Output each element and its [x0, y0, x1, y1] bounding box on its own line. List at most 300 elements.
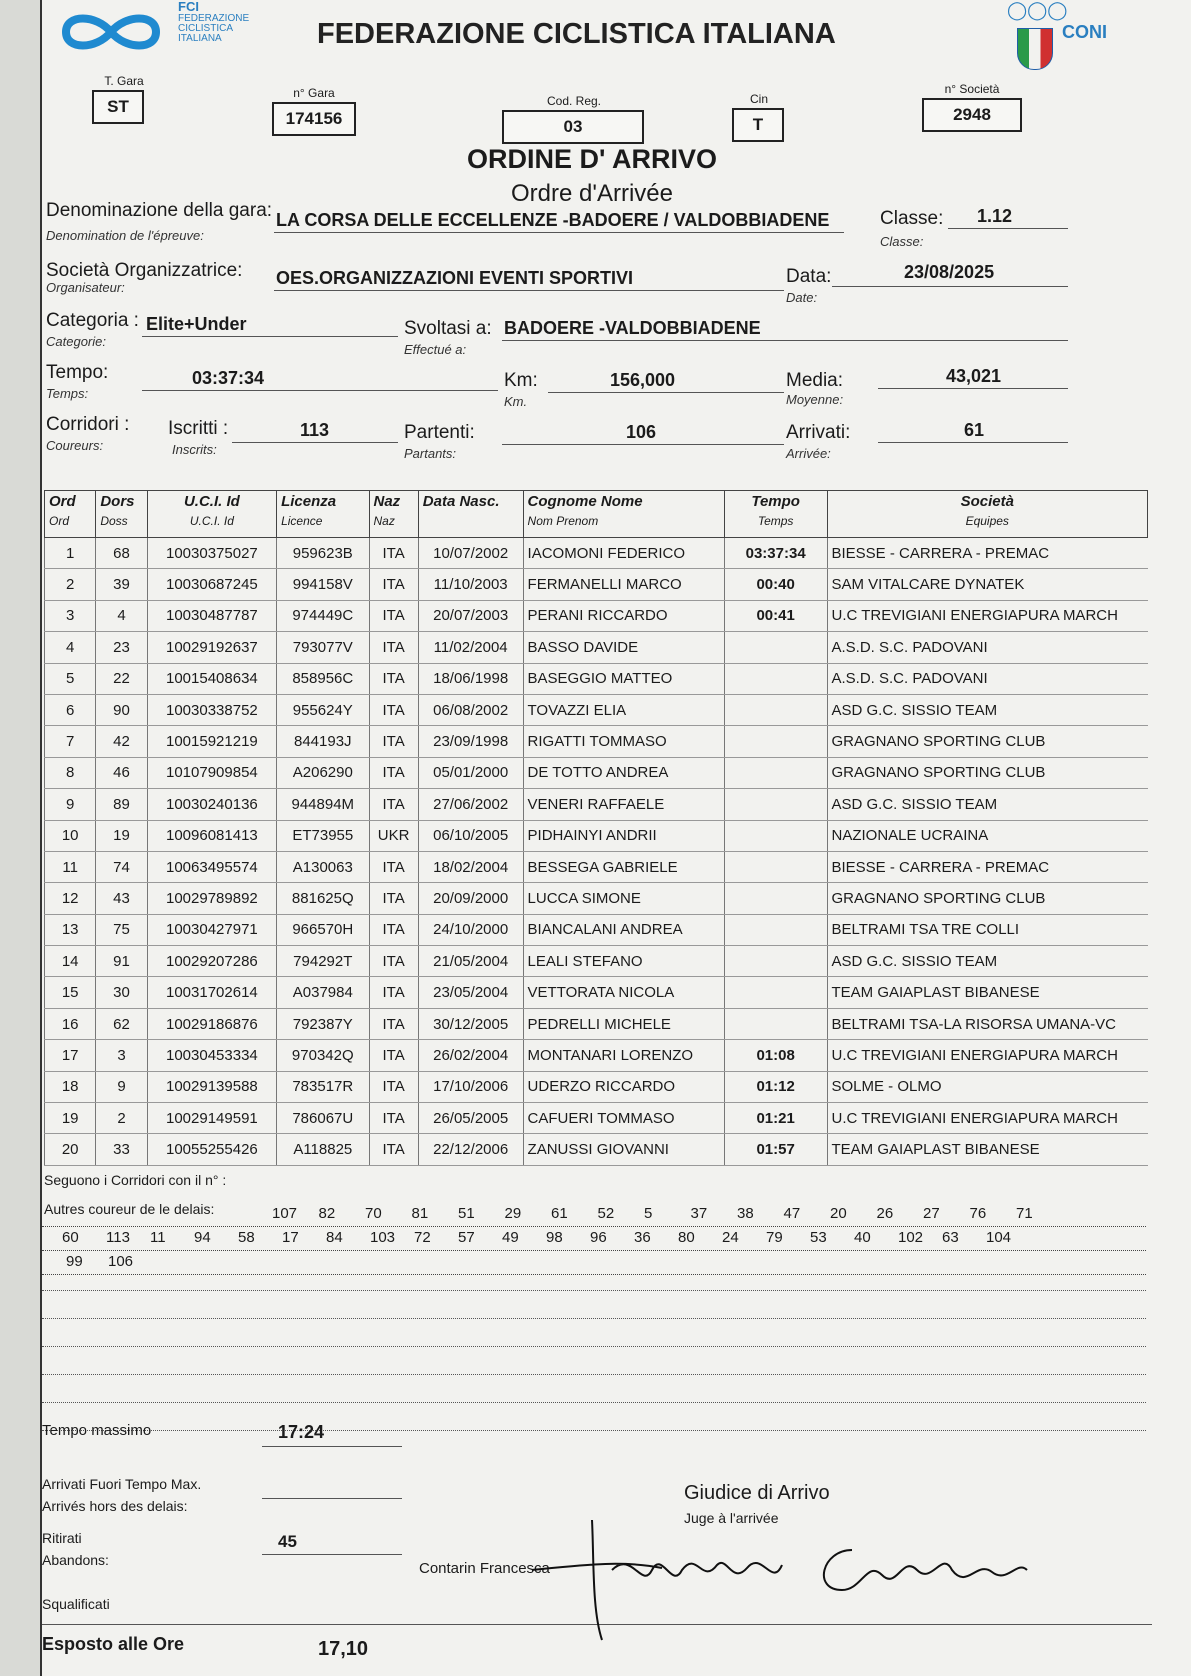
cell-name: VETTORATA NICOLA — [523, 977, 724, 1008]
cell-team: SOLME - OLMO — [827, 1071, 1148, 1102]
following-label: Seguono i Corridori con il n° : — [44, 1172, 227, 1188]
cell-ord: 1 — [45, 538, 96, 569]
cell-time — [724, 694, 827, 725]
federation-title: FEDERAZIONE CICLISTICA ITALIANA — [317, 18, 836, 50]
cell-birth-date: 18/02/2004 — [418, 851, 523, 882]
race-name-label: Denominazione della gara: — [46, 200, 273, 221]
cell-ord: 9 — [45, 789, 96, 820]
cell-name: VENERI RAFFAELE — [523, 789, 724, 820]
disqualified-label: Squalificati — [42, 1596, 110, 1612]
cell-birth-date: 24/10/2000 — [418, 914, 523, 945]
cell-ord: 19 — [45, 1103, 96, 1134]
cell-dors: 2 — [96, 1103, 147, 1134]
starters-value: 106 — [626, 422, 657, 442]
cell-licence: 792387Y — [277, 1008, 369, 1039]
cell-team: GRAGNANO SPORTING CLUB — [827, 757, 1148, 788]
cell-birth-date: 20/09/2000 — [418, 883, 523, 914]
cell-uci-id: 10030453334 — [147, 1040, 276, 1071]
col-ord: Ord Ord — [45, 491, 96, 538]
cell-naz: UKR — [369, 820, 418, 851]
cell-uci-id: 10030338752 — [147, 694, 276, 725]
held-at-sublabel: Effectué a: — [404, 342, 467, 357]
cell-birth-date: 11/10/2003 — [418, 569, 523, 600]
cell-team: ASD G.C. SISSIO TEAM — [827, 789, 1148, 820]
judge-sublabel: Juge à l'arrivée — [684, 1510, 779, 1526]
region-code-label: Cod. Reg. — [546, 94, 602, 108]
society-number-label: n° Società — [944, 82, 1000, 96]
cell-naz: ITA — [369, 1040, 418, 1071]
arrived-value: 61 — [964, 420, 985, 440]
cell-dors: 42 — [96, 726, 147, 757]
organizer-label: Società Organizzatrice: — [46, 260, 243, 281]
cell-uci-id: 10030487787 — [147, 600, 276, 631]
max-time-label: Tempo massimo — [42, 1422, 152, 1439]
cell-time — [724, 789, 827, 820]
fci-logo-text: FCI FEDERAZIONE CICLISTICA ITALIANA — [178, 0, 250, 44]
col-birth-date: Data Nasc. — [418, 491, 523, 538]
col-time: Tempo Temps — [724, 491, 827, 538]
society-number-box: 2948 — [922, 98, 1022, 132]
race-name-sublabel: Denomination de l'épreuve: — [46, 228, 204, 243]
rider-number: 103 — [370, 1229, 396, 1246]
cell-name: LEALI STEFANO — [523, 946, 724, 977]
cell-name: MONTANARI LORENZO — [523, 1040, 724, 1071]
document-title: ORDINE D' ARRIVO — [467, 144, 717, 174]
rider-number: 24 — [722, 1229, 739, 1246]
table-row — [45, 883, 1148, 914]
cell-team: BELTRAMI TSA-LA RISORSA UMANA-VC — [827, 1008, 1148, 1039]
rider-number: 76 — [969, 1205, 987, 1222]
rider-number: 79 — [766, 1229, 783, 1246]
cell-uci-id: 10029149591 — [147, 1103, 276, 1134]
cell-time — [724, 1008, 827, 1039]
cell-team: BIESSE - CARRERA - PREMAC — [827, 538, 1148, 569]
table-row — [45, 663, 1148, 694]
cell-name: FERMANELLI MARCO — [523, 569, 724, 600]
category-value: Elite+Under — [146, 314, 247, 334]
cell-team: GRAGNANO SPORTING CLUB — [827, 726, 1148, 757]
average-sublabel: Moyenne: — [786, 392, 844, 407]
cell-ord: 16 — [45, 1008, 96, 1039]
cell-birth-date: 17/10/2006 — [418, 1071, 523, 1102]
cell-ord: 2 — [45, 569, 96, 600]
rider-number: 17 — [282, 1229, 299, 1246]
cell-dors: 19 — [96, 820, 147, 851]
race-name-value: LA CORSA DELLE ECCELLENZE -BADOERE / VALDOBBIADENE — [276, 210, 830, 230]
average-value: 43,021 — [946, 366, 1002, 386]
cell-birth-date: 27/06/2002 — [418, 789, 523, 820]
col-dors: Dors Doss — [96, 491, 147, 538]
table-row — [45, 569, 1148, 600]
table-row — [45, 1103, 1148, 1134]
class-value: 1.12 — [977, 206, 1013, 226]
cell-team: U.C TREVIGIANI ENERGIAPURA MARCH — [827, 600, 1148, 631]
time-value: 03:37:34 — [192, 368, 265, 388]
table-row — [45, 1134, 1148, 1165]
cell-birth-date: 06/08/2002 — [418, 694, 523, 725]
riders-sublabel: Coureurs: — [46, 438, 104, 453]
cell-birth-date: 18/06/1998 — [418, 663, 523, 694]
cell-ord: 6 — [45, 694, 96, 725]
cell-ord: 11 — [45, 851, 96, 882]
organizer-sublabel: Organisateur: — [46, 280, 125, 295]
results-table — [44, 490, 1148, 1166]
cell-licence: 786067U — [277, 1103, 369, 1134]
coni-shield-icon — [1017, 28, 1053, 70]
cell-dors: 75 — [96, 914, 147, 945]
following-sublabel: Autres coureur de le delais: — [44, 1201, 215, 1217]
rider-number: 60 — [62, 1229, 79, 1246]
rider-number: 57 — [458, 1229, 475, 1246]
cell-uci-id: 10030240136 — [147, 789, 276, 820]
rider-number: 27 — [923, 1205, 940, 1222]
cell-licence: 783517R — [277, 1071, 369, 1102]
rider-number: 58 — [238, 1229, 255, 1246]
cell-time — [724, 820, 827, 851]
cell-time: 01:08 — [724, 1040, 827, 1071]
cell-time — [724, 757, 827, 788]
rider-number: 113 — [106, 1229, 130, 1246]
time-label: Tempo: — [46, 362, 109, 383]
rider-number: 104 — [986, 1229, 1012, 1246]
cell-uci-id: 10031702614 — [147, 977, 276, 1008]
cell-naz: ITA — [369, 600, 418, 631]
cell-team: TEAM GAIAPLAST BIBANESE — [827, 977, 1148, 1008]
rider-number: 38 — [737, 1205, 754, 1222]
cell-birth-date: 22/12/2006 — [418, 1134, 523, 1165]
cell-uci-id: 10015408634 — [147, 663, 276, 694]
cell-time — [724, 632, 827, 663]
cell-licence: 994158V — [277, 569, 369, 600]
posted-at-value: 17,10 — [318, 1638, 369, 1660]
cin-box: T — [732, 108, 784, 142]
cell-naz: ITA — [369, 851, 418, 882]
following-row — [42, 1226, 1146, 1251]
cell-naz: ITA — [369, 757, 418, 788]
cell-licence: 858956C — [277, 663, 369, 694]
cell-ord: 4 — [45, 632, 96, 663]
following-row — [42, 1250, 1146, 1275]
held-at-value: BADOERE -VALDOBBIADENE — [504, 318, 761, 338]
cell-dors: 4 — [96, 600, 147, 631]
cell-time: 01:21 — [724, 1103, 827, 1134]
cell-naz: ITA — [369, 663, 418, 694]
cell-team: GRAGNANO SPORTING CLUB — [827, 883, 1148, 914]
riders-label: Corridori : — [46, 414, 130, 435]
cell-birth-date: 05/01/2000 — [418, 757, 523, 788]
cell-dors: 62 — [96, 1008, 147, 1039]
cell-birth-date: 21/05/2004 — [418, 946, 523, 977]
cell-licence: 944894M — [277, 789, 369, 820]
cell-dors: 23 — [96, 632, 147, 663]
cell-team: U.C TREVIGIANI ENERGIAPURA MARCH — [827, 1103, 1148, 1134]
cell-time — [724, 977, 827, 1008]
rider-number: 102 — [898, 1229, 924, 1246]
cell-licence: 974449C — [277, 600, 369, 631]
table-row — [45, 1008, 1148, 1039]
rider-number: 53 — [810, 1229, 827, 1246]
entered-label: Iscritti : — [168, 418, 229, 439]
cell-uci-id: 10107909854 — [147, 757, 276, 788]
col-team: Società Equipes — [827, 491, 1148, 538]
cell-ord: 5 — [45, 663, 96, 694]
rider-number: 98 — [546, 1229, 563, 1246]
arrived-label: Arrivati: — [786, 422, 851, 443]
table-row — [45, 726, 1148, 757]
km-label: Km: — [504, 370, 538, 391]
col-uci-id: U.C.I. Id U.C.I. Id — [147, 491, 276, 538]
cell-licence: 970342Q — [277, 1040, 369, 1071]
cell-naz: ITA — [369, 977, 418, 1008]
cell-team: ASD G.C. SISSIO TEAM — [827, 694, 1148, 725]
arrived-sublabel: Arrivée: — [786, 446, 831, 461]
entered-sublabel: Inscrits: — [172, 442, 217, 457]
rider-number: 71 — [1016, 1205, 1033, 1222]
cell-time — [724, 726, 827, 757]
cell-uci-id: 10029192637 — [147, 632, 276, 663]
cell-dors: 30 — [96, 977, 147, 1008]
rider-number: 82 — [318, 1205, 336, 1222]
cell-uci-id: 10055255426 — [147, 1134, 276, 1165]
rider-number: 52 — [597, 1205, 615, 1222]
table-row — [45, 789, 1148, 820]
cell-licence: 955624Y — [277, 694, 369, 725]
cell-naz: ITA — [369, 1071, 418, 1102]
cell-naz: ITA — [369, 538, 418, 569]
table-row — [45, 851, 1148, 882]
cell-team: ASD G.C. SISSIO TEAM — [827, 946, 1148, 977]
cell-ord: 18 — [45, 1071, 96, 1102]
cell-time — [724, 663, 827, 694]
cell-uci-id: 10030427971 — [147, 914, 276, 945]
cell-naz: ITA — [369, 789, 418, 820]
cell-birth-date: 20/07/2003 — [418, 600, 523, 631]
cell-dors: 90 — [96, 694, 147, 725]
cell-name: BASSO DAVIDE — [523, 632, 724, 663]
cell-uci-id: 10063495574 — [147, 851, 276, 882]
table-row — [45, 977, 1148, 1008]
rider-number: 37 — [690, 1205, 708, 1222]
date-label: Data: — [786, 266, 832, 287]
rider-number: 20 — [830, 1205, 847, 1222]
class-label: Classe: — [880, 208, 944, 229]
category-sublabel: Categorie: — [46, 334, 106, 349]
cell-name: BIANCALANI ANDREA — [523, 914, 724, 945]
cell-birth-date: 26/02/2004 — [418, 1040, 523, 1071]
cell-licence: A206290 — [277, 757, 369, 788]
cell-ord: 15 — [45, 977, 96, 1008]
out-of-time-sublabel: Arrivés hors des delais: — [42, 1498, 188, 1514]
posted-at-label: Esposto alle Ore — [42, 1634, 185, 1654]
rider-number: 70 — [365, 1205, 382, 1222]
organizer-value: OES.ORGANIZZAZIONI EVENTI SPORTIVI — [276, 268, 634, 288]
rider-number: 51 — [458, 1205, 475, 1222]
cell-time: 01:57 — [724, 1134, 827, 1165]
km-sublabel: Km. — [504, 394, 528, 409]
cell-uci-id: 10030375027 — [147, 538, 276, 569]
cell-dors: 91 — [96, 946, 147, 977]
cell-team: TEAM GAIAPLAST BIBANESE — [827, 1134, 1148, 1165]
rider-number: 63 — [942, 1229, 959, 1246]
cell-birth-date: 30/12/2005 — [418, 1008, 523, 1039]
max-time-value: 17:24 — [278, 1422, 325, 1442]
cell-uci-id: 10029207286 — [147, 946, 276, 977]
rider-number: 106 — [108, 1253, 134, 1270]
cell-licence: A118825 — [277, 1134, 369, 1165]
cell-licence: 844193J — [277, 726, 369, 757]
table-row — [45, 600, 1148, 631]
olympic-rings-icon: ◯◯◯ — [1007, 0, 1068, 20]
rider-number: 5 — [644, 1205, 653, 1222]
cell-name: CAFUERI TOMMASO — [523, 1103, 724, 1134]
cell-time: 01:12 — [724, 1071, 827, 1102]
cell-dors: 43 — [96, 883, 147, 914]
rider-number: 40 — [854, 1229, 871, 1246]
cell-ord: 8 — [45, 757, 96, 788]
date-value: 23/08/2025 — [904, 262, 995, 282]
col-licence: Licenza Licence — [277, 491, 369, 538]
cell-time: 00:41 — [724, 600, 827, 631]
table-row — [45, 632, 1148, 663]
cell-ord: 3 — [45, 600, 96, 631]
cell-name: TOVAZZI ELIA — [523, 694, 724, 725]
rider-number: 47 — [783, 1205, 801, 1222]
cell-uci-id: 10029186876 — [147, 1008, 276, 1039]
rider-number: 99 — [66, 1253, 83, 1270]
cell-birth-date: 11/02/2004 — [418, 632, 523, 663]
rider-number: 72 — [414, 1229, 431, 1246]
race-type-label: T. Gara — [104, 74, 144, 88]
cell-name: IACOMONI FEDERICO — [523, 538, 724, 569]
withdrawn-value: 45 — [278, 1532, 297, 1551]
rider-number: 81 — [411, 1205, 429, 1222]
table-row — [45, 757, 1148, 788]
cell-time — [724, 883, 827, 914]
cell-name: PIDHAINYI ANDRII — [523, 820, 724, 851]
cell-naz: ITA — [369, 883, 418, 914]
cell-team: BIESSE - CARRERA - PREMAC — [827, 851, 1148, 882]
cell-uci-id: 10029139588 — [147, 1071, 276, 1102]
class-sublabel: Classe: — [880, 234, 924, 249]
average-label: Media: — [786, 370, 844, 391]
cell-naz: ITA — [369, 1134, 418, 1165]
cell-name: ZANUSSI GIOVANNI — [523, 1134, 724, 1165]
signature-icon — [522, 1510, 1042, 1650]
cell-naz: ITA — [369, 946, 418, 977]
judge-name: Contarin Francesca — [419, 1560, 550, 1577]
cell-licence: ET73955 — [277, 820, 369, 851]
cell-licence: A130063 — [277, 851, 369, 882]
cin-label: Cin — [749, 92, 768, 106]
table-row — [45, 820, 1148, 851]
cell-time: 00:40 — [724, 569, 827, 600]
cell-dors: 74 — [96, 851, 147, 882]
document-subtitle: Ordre d'Arrivée — [511, 180, 673, 207]
cell-naz: ITA — [369, 914, 418, 945]
time-sublabel: Temps: — [46, 386, 89, 401]
rider-number: 36 — [634, 1229, 651, 1246]
cell-dors: 46 — [96, 757, 147, 788]
cell-dors: 22 — [96, 663, 147, 694]
cell-team: SAM VITALCARE DYNATEK — [827, 569, 1148, 600]
cell-ord: 7 — [45, 726, 96, 757]
rider-number: 96 — [590, 1229, 607, 1246]
table-row — [45, 1040, 1148, 1071]
cell-uci-id: 10015921219 — [147, 726, 276, 757]
cell-birth-date: 10/07/2002 — [418, 538, 523, 569]
cell-name: DE TOTTO ANDREA — [523, 757, 724, 788]
cell-licence: 966570H — [277, 914, 369, 945]
cell-licence: 793077V — [277, 632, 369, 663]
cell-dors: 9 — [96, 1071, 147, 1102]
arrival-order-sheet — [40, 0, 1191, 1676]
cell-team: BELTRAMI TSA TRE COLLI — [827, 914, 1148, 945]
cell-ord: 13 — [45, 914, 96, 945]
cell-licence: 959623B — [277, 538, 369, 569]
cell-name: RIGATTI TOMMASO — [523, 726, 724, 757]
judge-label: Giudice di Arrivo — [684, 1482, 830, 1504]
out-of-time-label: Arrivati Fuori Tempo Max. — [42, 1476, 202, 1492]
cell-time: 03:37:34 — [724, 538, 827, 569]
rider-number: 11 — [150, 1229, 166, 1246]
rider-number: 61 — [551, 1205, 568, 1222]
cell-licence: A037984 — [277, 977, 369, 1008]
cell-team: U.C TREVIGIANI ENERGIAPURA MARCH — [827, 1040, 1148, 1071]
race-type-box: ST — [92, 90, 144, 124]
cell-licence: 794292T — [277, 946, 369, 977]
rider-number: 80 — [678, 1229, 695, 1246]
table-row — [45, 946, 1148, 977]
region-code-box: 03 — [502, 110, 644, 144]
cell-uci-id: 10030687245 — [147, 569, 276, 600]
cell-naz: ITA — [369, 569, 418, 600]
rider-number: 94 — [194, 1229, 211, 1246]
cell-naz: ITA — [369, 632, 418, 663]
cell-ord: 14 — [45, 946, 96, 977]
starters-sublabel: Partants: — [404, 446, 457, 461]
cell-time — [724, 851, 827, 882]
cell-birth-date: 06/10/2005 — [418, 820, 523, 851]
table-row — [45, 914, 1148, 945]
table-row — [45, 694, 1148, 725]
cell-name: BESSEGA GABRIELE — [523, 851, 724, 882]
cell-dors: 39 — [96, 569, 147, 600]
cell-birth-date: 23/09/1998 — [418, 726, 523, 757]
race-number-box: 174156 — [272, 102, 356, 136]
cell-name: UDERZO RICCARDO — [523, 1071, 724, 1102]
held-at-label: Svoltasi a: — [404, 318, 492, 339]
rider-number: 84 — [326, 1229, 343, 1246]
rider-number: 26 — [876, 1205, 894, 1222]
cell-name: PERANI RICCARDO — [523, 600, 724, 631]
withdrawn-label: Ritirati — [42, 1530, 82, 1546]
cell-ord: 20 — [45, 1134, 96, 1165]
cell-uci-id: 10029789892 — [147, 883, 276, 914]
cell-name: LUCCA SIMONE — [523, 883, 724, 914]
fci-logo-icon — [56, 4, 166, 59]
following-row — [42, 1202, 1146, 1227]
cell-licence: 881625Q — [277, 883, 369, 914]
cell-ord: 12 — [45, 883, 96, 914]
cell-naz: ITA — [369, 1008, 418, 1039]
cell-team: A.S.D. S.C. PADOVANI — [827, 632, 1148, 663]
rider-number: 49 — [502, 1229, 519, 1246]
cell-ord: 17 — [45, 1040, 96, 1071]
cell-team: NAZIONALE UCRAINA — [827, 820, 1148, 851]
cell-birth-date: 23/05/2004 — [418, 977, 523, 1008]
cell-name: BASEGGIO MATTEO — [523, 663, 724, 694]
cell-dors: 3 — [96, 1040, 147, 1071]
